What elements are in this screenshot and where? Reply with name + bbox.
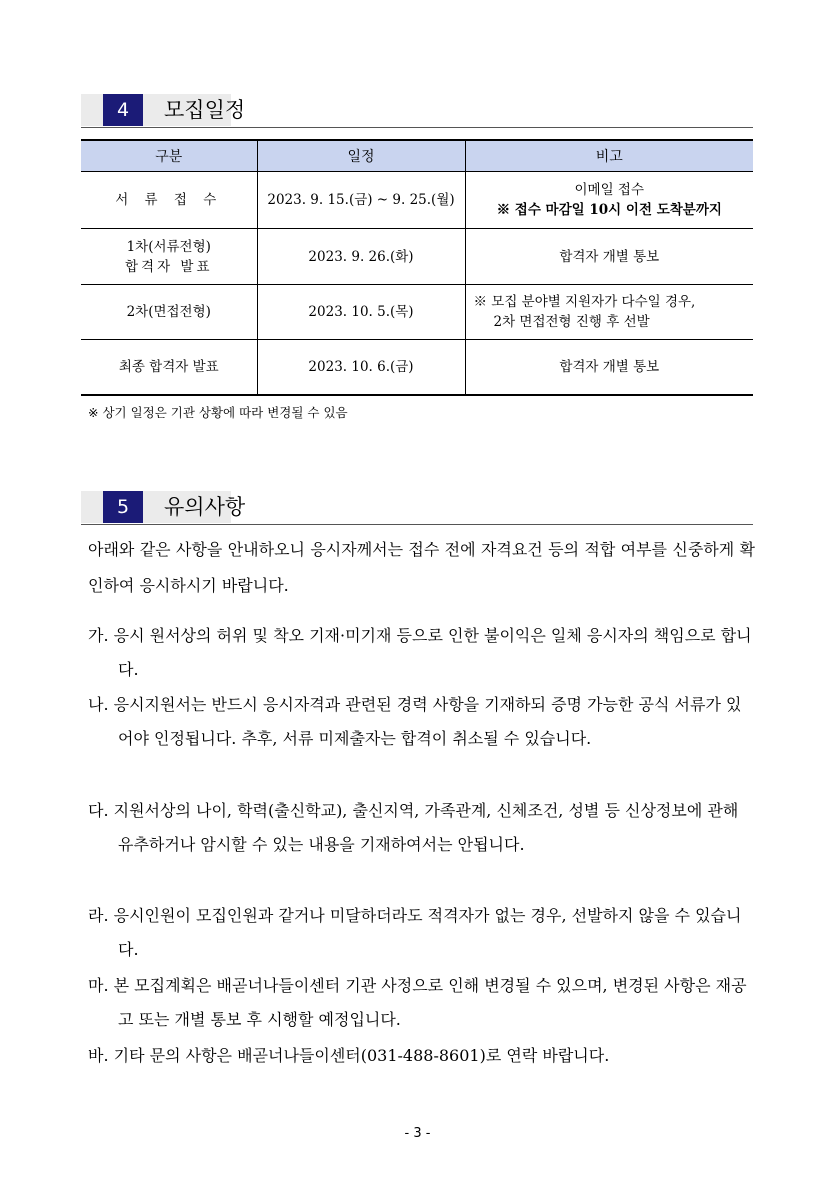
list-text: 기타 문의 사항은 배곧너나들이센터(031-488-8601)로 연락 바랍니다. xyxy=(113,1046,610,1065)
row-category: 1차(서류전형) 합격자 발표 xyxy=(81,229,257,285)
schedule-table xyxy=(81,139,753,396)
list-item xyxy=(88,619,755,687)
section-4-header xyxy=(81,94,753,128)
table-row xyxy=(81,172,753,229)
list-text: 본 모집계획은 배곧너나들이센터 기관 사정으로 인해 변경될 수 있으며, 변경된 사항은 재공고 또는 개별 통보 후 시행할 예정입니다. xyxy=(113,976,747,1029)
table-header-row xyxy=(81,140,753,172)
section-5-header xyxy=(81,491,753,525)
row-date: 2023. 10. 5.(목) xyxy=(257,285,465,340)
row-note: 이메일 접수 ※ 접수 마감일 10시 이전 도착분까지 xyxy=(465,172,753,229)
row-category: 최종 합격자 발표 xyxy=(81,340,257,395)
section-number: 4 xyxy=(103,94,143,126)
section-title: 유의사항 xyxy=(164,495,246,519)
list-text: 응시인원이 모집인원과 같거나 미달하더라도 적격자가 없는 경우, 선발하지 않을 수 있습니다. xyxy=(113,906,742,959)
row-note: ※ 모집 분야별 지원자가 다수일 경우, 2차 면접전형 진행 후 선발 xyxy=(465,285,753,340)
list-marker: 다. xyxy=(88,801,109,820)
row-category: 2차(면접전형) xyxy=(81,285,257,340)
schedule-footnote: ※ 상기 일정은 기관 상황에 따라 변경될 수 있음 xyxy=(88,405,348,420)
row-category: 서 류 접 수 xyxy=(81,172,257,229)
list-item xyxy=(88,969,755,1037)
row-note: 합격자 개별 통보 xyxy=(465,229,753,285)
intro-paragraph: 아래와 같은 사항을 안내하오니 응시자께서는 접수 전에 자격요건 등의 적합 여부를 신중하게 확인하여 응시하시기 바랍니다. xyxy=(88,540,755,595)
section-underline xyxy=(81,524,753,525)
row-date: 2023. 9. 15.(금) ~ 9. 25.(월) xyxy=(257,172,465,229)
list-text: 응시지원서는 반드시 응시자격과 관련된 경력 사항을 기재하되 증명 가능한 공식 서류가 있어야 인정됩니다. 추후, 서류 미제출자는 합격이 취소될 수 있습니다. xyxy=(113,695,742,748)
section-title: 모집일정 xyxy=(164,98,246,122)
row-date: 2023. 10. 6.(금) xyxy=(257,340,465,395)
list-text: 지원서상의 나이, 학력(출신학교), 출신지역, 가족관계, 신체조건, 성별 등 신상정보에 관해 유추하거나 암시할 수 있는 내용을 기재하여서는 안됩니다. xyxy=(113,801,739,854)
list-text: 응시 원서상의 허위 및 착오 기재·미기재 등으로 인한 불이익은 일체 응시자의 책임으로 합니다. xyxy=(113,626,752,679)
list-item xyxy=(88,794,755,862)
list-marker: 가. xyxy=(88,626,109,645)
row-note: 합격자 개별 통보 xyxy=(465,340,753,395)
list-marker: 마. xyxy=(88,976,109,995)
header-note: 비고 xyxy=(465,140,753,172)
table-row xyxy=(81,229,753,285)
list-marker: 바. xyxy=(88,1046,109,1065)
list-item xyxy=(88,688,755,756)
page-number: - 3 - xyxy=(404,1126,431,1141)
header-date: 일정 xyxy=(257,140,465,172)
list-marker: 나. xyxy=(88,695,109,714)
table-row xyxy=(81,285,753,340)
section-number: 5 xyxy=(103,491,143,523)
table-row xyxy=(81,340,753,395)
list-item xyxy=(88,1039,755,1073)
list-item xyxy=(88,899,755,967)
header-category: 구분 xyxy=(81,140,257,172)
list-marker: 라. xyxy=(88,906,109,925)
section-underline xyxy=(81,127,753,128)
row-date: 2023. 9. 26.(화) xyxy=(257,229,465,285)
